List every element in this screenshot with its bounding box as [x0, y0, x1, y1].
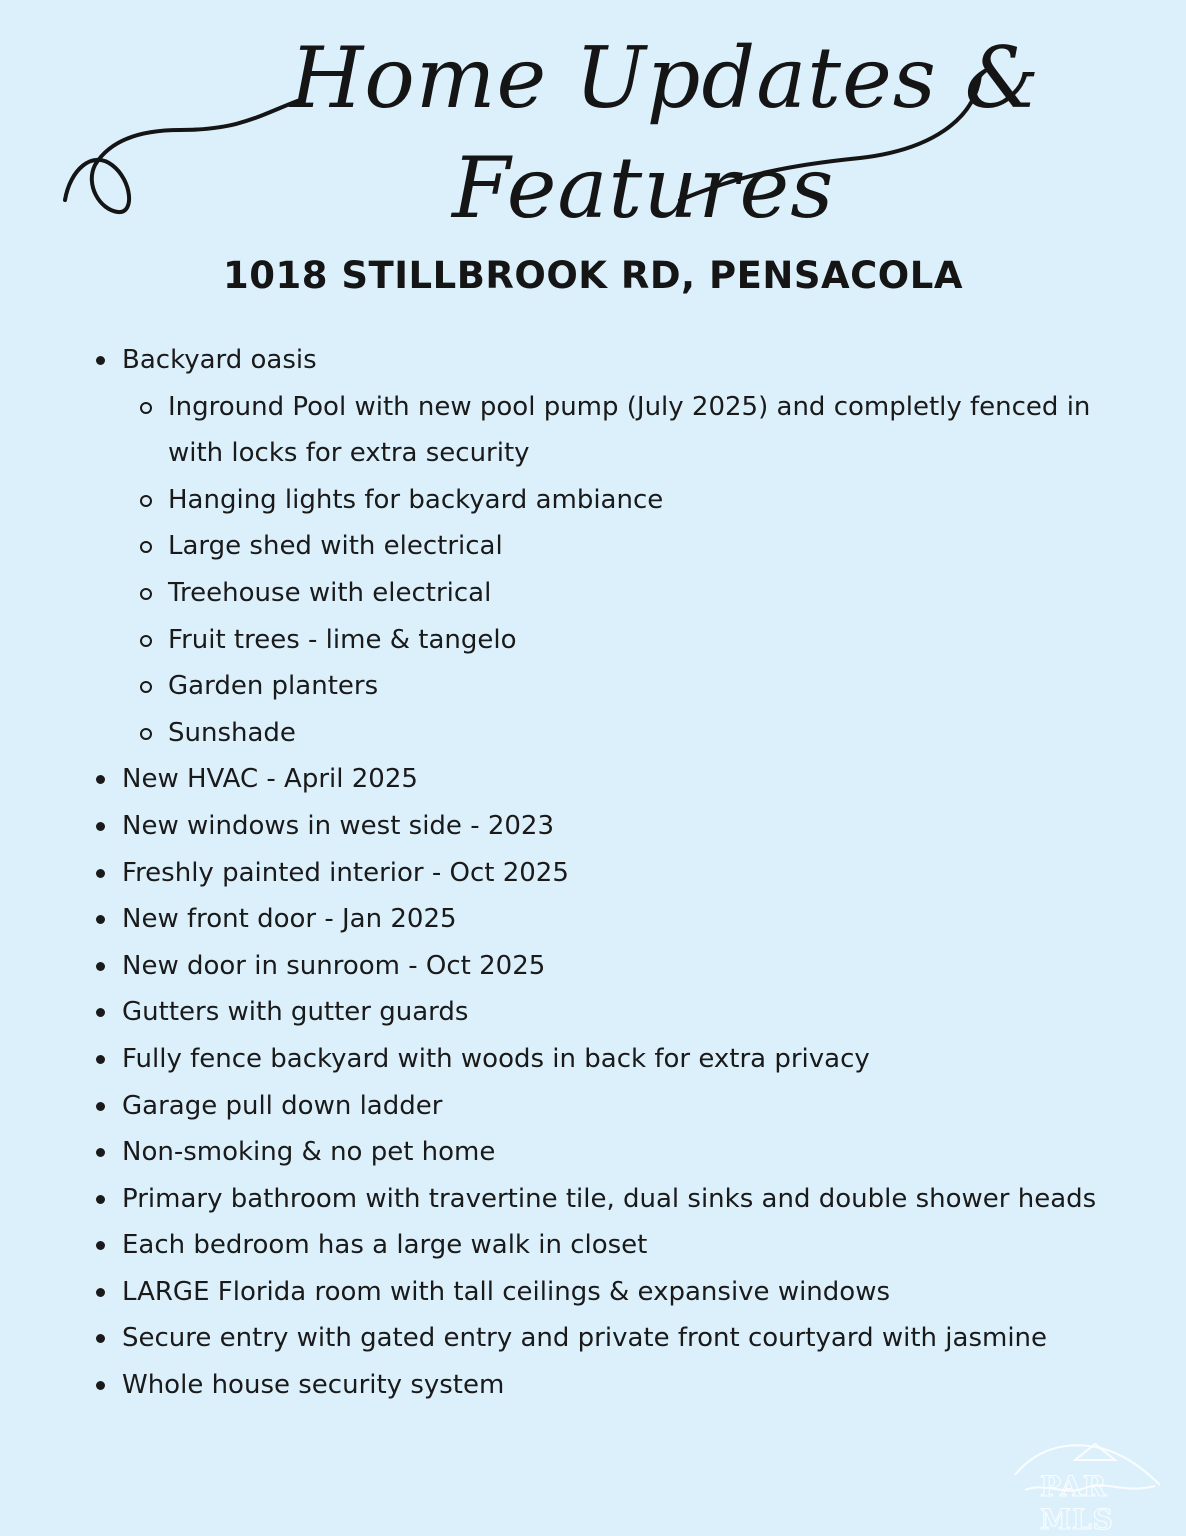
sub-list-item [168, 710, 1122, 757]
list-item-text: Secure entry with gated entry and private front courtyard with jasmine [122, 1323, 1048, 1354]
bullet-icon [96, 1148, 105, 1157]
bullet-icon [96, 356, 105, 365]
list-item [122, 1083, 1122, 1130]
bullet-icon [96, 775, 105, 784]
bullet-icon [96, 1195, 105, 1204]
list-item [122, 1362, 1122, 1409]
circle-bullet-icon [140, 681, 152, 693]
list-item [122, 943, 1122, 990]
circle-bullet-icon [140, 588, 152, 600]
list-item-text: Primary bathroom with travertine tile, dual sinks and double shower heads [122, 1183, 1097, 1214]
bullet-icon [96, 1241, 105, 1250]
list-item [122, 1129, 1122, 1176]
circle-bullet-icon [140, 541, 152, 553]
list-item [122, 337, 1122, 756]
circle-bullet-icon [140, 728, 152, 740]
sub-list-item-text: Fruit trees - lime & tangelo [168, 624, 517, 655]
sub-list-item [168, 570, 1122, 617]
list-item-text: LARGE Florida room with tall ceilings & expansive windows [122, 1276, 891, 1307]
sub-features-list [122, 384, 1122, 757]
sub-list-item-text: Inground Pool with new pool pump (July 2025) and completly fenced in with locks for extra security [168, 391, 1091, 469]
bullet-icon [96, 1381, 105, 1390]
list-item-text: Freshly painted interior - Oct 2025 [122, 857, 569, 888]
list-item [122, 1176, 1122, 1223]
bullet-icon [96, 1055, 105, 1064]
sub-list-item-text: Treehouse with electrical [168, 577, 492, 608]
sub-list-item [168, 384, 1122, 477]
list-item-text: Whole house security system [122, 1370, 505, 1401]
list-item-text: Each bedroom has a large walk in closet [122, 1230, 648, 1261]
list-item-text: New front door - Jan 2025 [122, 904, 457, 935]
circle-bullet-icon [140, 402, 152, 414]
list-item-text: Non-smoking & no pet home [122, 1137, 496, 1168]
list-item [122, 896, 1122, 943]
list-item [122, 1315, 1122, 1362]
list-item [122, 756, 1122, 803]
sub-list-item [168, 617, 1122, 664]
sub-list-item-text: Sunshade [168, 717, 296, 748]
list-item [122, 1269, 1122, 1316]
bullet-icon [96, 915, 105, 924]
list-item-text: Garage pull down ladder [122, 1090, 443, 1121]
sub-list-item [168, 663, 1122, 710]
bullet-icon [96, 869, 105, 878]
bullet-icon [96, 1008, 105, 1017]
property-address: 1018 STILLBROOK RD, PENSACOLA [223, 254, 963, 297]
page-header [0, 0, 1186, 250]
list-item-text: Fully fence backyard with woods in back for extra privacy [122, 1043, 870, 1074]
sub-list-item-text: Garden planters [168, 671, 379, 702]
list-item-text: Backyard oasis [122, 345, 317, 375]
sub-list-item-text: Hanging lights for backyard ambiance [168, 484, 664, 515]
list-item [122, 803, 1122, 850]
bullet-icon [96, 1288, 105, 1297]
list-item-text: New HVAC - April 2025 [122, 764, 418, 795]
page-title-line1: Home Updates & [290, 29, 1041, 127]
sub-list-item [168, 477, 1122, 524]
watermark-text: PAR MLS [1040, 1470, 1114, 1536]
list-item-text: New door in sunroom - Oct 2025 [122, 950, 546, 981]
list-item [122, 850, 1122, 897]
list-item [122, 989, 1122, 1036]
sub-list-item [168, 523, 1122, 570]
bullet-icon [96, 1102, 105, 1111]
list-item-text: Gutters with gutter guards [122, 997, 469, 1028]
features-list [122, 337, 1122, 1409]
circle-bullet-icon [140, 495, 152, 507]
list-item-text: New windows in west side - 2023 [122, 810, 555, 841]
page-title-line2: Features [452, 139, 835, 237]
circle-bullet-icon [140, 635, 152, 647]
list-item [122, 1222, 1122, 1269]
sub-list-item-text: Large shed with electrical [168, 531, 503, 562]
bullet-icon [96, 962, 105, 971]
bullet-icon [96, 822, 105, 831]
list-item [122, 1036, 1122, 1083]
bullet-icon [96, 1334, 105, 1343]
